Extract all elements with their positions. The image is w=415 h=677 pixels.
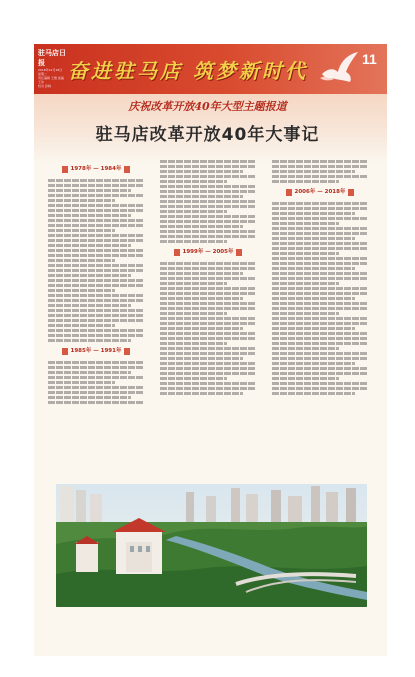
text-line: [160, 240, 227, 243]
text-line: [160, 272, 243, 275]
text-line: [48, 239, 144, 242]
text-line: [160, 160, 256, 163]
text-column-3: [272, 160, 368, 397]
text-line: [160, 367, 256, 370]
text-line: [48, 334, 144, 337]
text-line: [160, 200, 256, 203]
text-line: [48, 391, 144, 394]
newspaper-name: 驻马店日报: [38, 48, 66, 67]
text-line: [160, 342, 227, 345]
text-line: [272, 297, 355, 300]
text-column-2: [160, 160, 256, 397]
text-line: [48, 319, 144, 322]
text-line: [160, 205, 256, 208]
text-line: [48, 376, 144, 379]
text-line: [48, 219, 144, 222]
text-line: [48, 299, 144, 302]
text-line: [160, 322, 256, 325]
text-line: [272, 377, 339, 380]
text-line: [48, 289, 115, 292]
text-line: [48, 194, 144, 197]
text-line: [160, 392, 243, 395]
text-line: [160, 267, 256, 270]
text-line: [272, 317, 368, 320]
report-subtitle: 庆祝改革开放40年大型主题报道: [128, 100, 287, 113]
text-line: [160, 317, 256, 320]
text-column-1: [48, 160, 144, 406]
text-line: [160, 175, 256, 178]
text-line: [160, 230, 256, 233]
text-line: [48, 209, 144, 212]
text-line: [48, 284, 144, 287]
text-line: [48, 254, 144, 257]
text-line: [160, 220, 256, 223]
text-line: [48, 381, 115, 384]
text-line: [160, 170, 243, 173]
text-line: [272, 232, 368, 235]
text-line: [272, 372, 368, 375]
text-line: [272, 252, 339, 255]
text-line: [272, 282, 339, 285]
text-line: [48, 234, 144, 237]
text-line: [272, 367, 368, 370]
text-line: [160, 165, 256, 168]
text-line: [48, 329, 144, 332]
text-line: [48, 339, 131, 342]
text-line: [160, 277, 256, 280]
text-line: [48, 294, 144, 297]
text-line: [160, 302, 256, 305]
text-line: [272, 160, 368, 163]
text-line: [48, 199, 115, 202]
text-line: [160, 210, 227, 213]
text-line: [160, 377, 227, 380]
text-line: [160, 235, 256, 238]
text-line: [48, 304, 131, 307]
text-line: [272, 302, 368, 305]
text-line: [48, 401, 144, 404]
text-line: [272, 292, 368, 295]
text-line: [48, 371, 131, 374]
text-line: [160, 357, 243, 360]
text-line: [160, 287, 256, 290]
text-line: [272, 242, 368, 245]
text-line: [272, 247, 368, 250]
text-line: [160, 327, 243, 330]
text-line: [272, 222, 339, 225]
text-line: [160, 292, 256, 295]
text-line: [48, 324, 115, 327]
text-line: [160, 382, 256, 385]
text-line: [160, 337, 256, 340]
text-line: [48, 249, 144, 252]
text-line: [272, 175, 368, 178]
text-line: [272, 165, 368, 168]
text-line: [272, 362, 355, 365]
text-line: [272, 387, 368, 390]
text-line: [48, 386, 144, 389]
city-photo: [56, 484, 367, 607]
text-line: [48, 274, 131, 277]
text-line: [272, 207, 368, 210]
text-line: [48, 269, 144, 272]
text-line: [272, 217, 368, 220]
masthead-line-1: 2018年12月18日 星期二: [38, 68, 63, 76]
text-line: [272, 257, 368, 260]
text-line: [272, 202, 368, 205]
text-line: [160, 262, 256, 265]
text-line: [272, 262, 368, 265]
text-line: [160, 312, 227, 315]
text-line: [160, 372, 256, 375]
text-line: [48, 361, 144, 364]
text-line: [48, 314, 144, 317]
section-header: 1999年 — 2005年: [160, 247, 256, 257]
text-line: [272, 227, 368, 230]
text-line: [48, 309, 144, 312]
text-line: [272, 307, 368, 310]
text-line: [160, 347, 256, 350]
text-line: [160, 352, 256, 355]
text-line: [272, 357, 368, 360]
text-line: [160, 297, 243, 300]
text-line: [48, 264, 144, 267]
text-line: [272, 170, 355, 173]
text-line: [160, 215, 256, 218]
dove-icon: [318, 48, 360, 88]
text-line: [272, 287, 368, 290]
text-line: [48, 224, 144, 227]
text-line: [48, 229, 115, 232]
text-line: [272, 267, 355, 270]
masthead-line-2: 责任编辑 王维 美编 王伟: [38, 76, 64, 84]
text-line: [272, 237, 355, 240]
section-header: 2006年 — 2018年: [272, 187, 368, 197]
text-line: [272, 312, 339, 315]
text-line: [160, 307, 256, 310]
text-line: [272, 332, 368, 335]
masthead: [38, 48, 66, 88]
text-line: [272, 277, 368, 280]
text-line: [160, 180, 227, 183]
text-line: [272, 322, 368, 325]
masthead-line-3: 校对 孙晓: [38, 84, 51, 88]
text-line: [272, 337, 368, 340]
text-line: [48, 396, 131, 399]
text-line: [160, 387, 256, 390]
text-line: [160, 190, 256, 193]
text-line: [272, 212, 355, 215]
text-line: [272, 180, 339, 183]
text-line: [272, 342, 368, 345]
text-line: [48, 214, 131, 217]
text-line: [272, 352, 368, 355]
text-line: [48, 279, 144, 282]
text-line: [48, 204, 144, 207]
text-line: [272, 327, 355, 330]
page-number: 11: [362, 51, 377, 67]
text-line: [160, 185, 256, 188]
text-line: [272, 272, 368, 275]
text-line: [48, 244, 131, 247]
section-header: 1978年 — 1984年: [48, 164, 144, 174]
text-line: [48, 184, 144, 187]
text-line: [160, 225, 243, 228]
text-line: [272, 392, 355, 395]
text-line: [160, 332, 256, 335]
text-line: [48, 179, 144, 182]
text-line: [272, 347, 339, 350]
article-title: 驻马店改革开放40年大事记: [95, 125, 320, 145]
text-line: [48, 189, 131, 192]
text-line: [48, 259, 115, 262]
text-line: [272, 382, 368, 385]
banner-slogan: 奋进驻马店 筑梦新时代: [68, 59, 308, 83]
text-line: [160, 282, 227, 285]
text-line: [160, 195, 243, 198]
section-header: 1985年 — 1991年: [48, 346, 144, 356]
text-line: [160, 362, 256, 365]
text-line: [48, 366, 144, 369]
